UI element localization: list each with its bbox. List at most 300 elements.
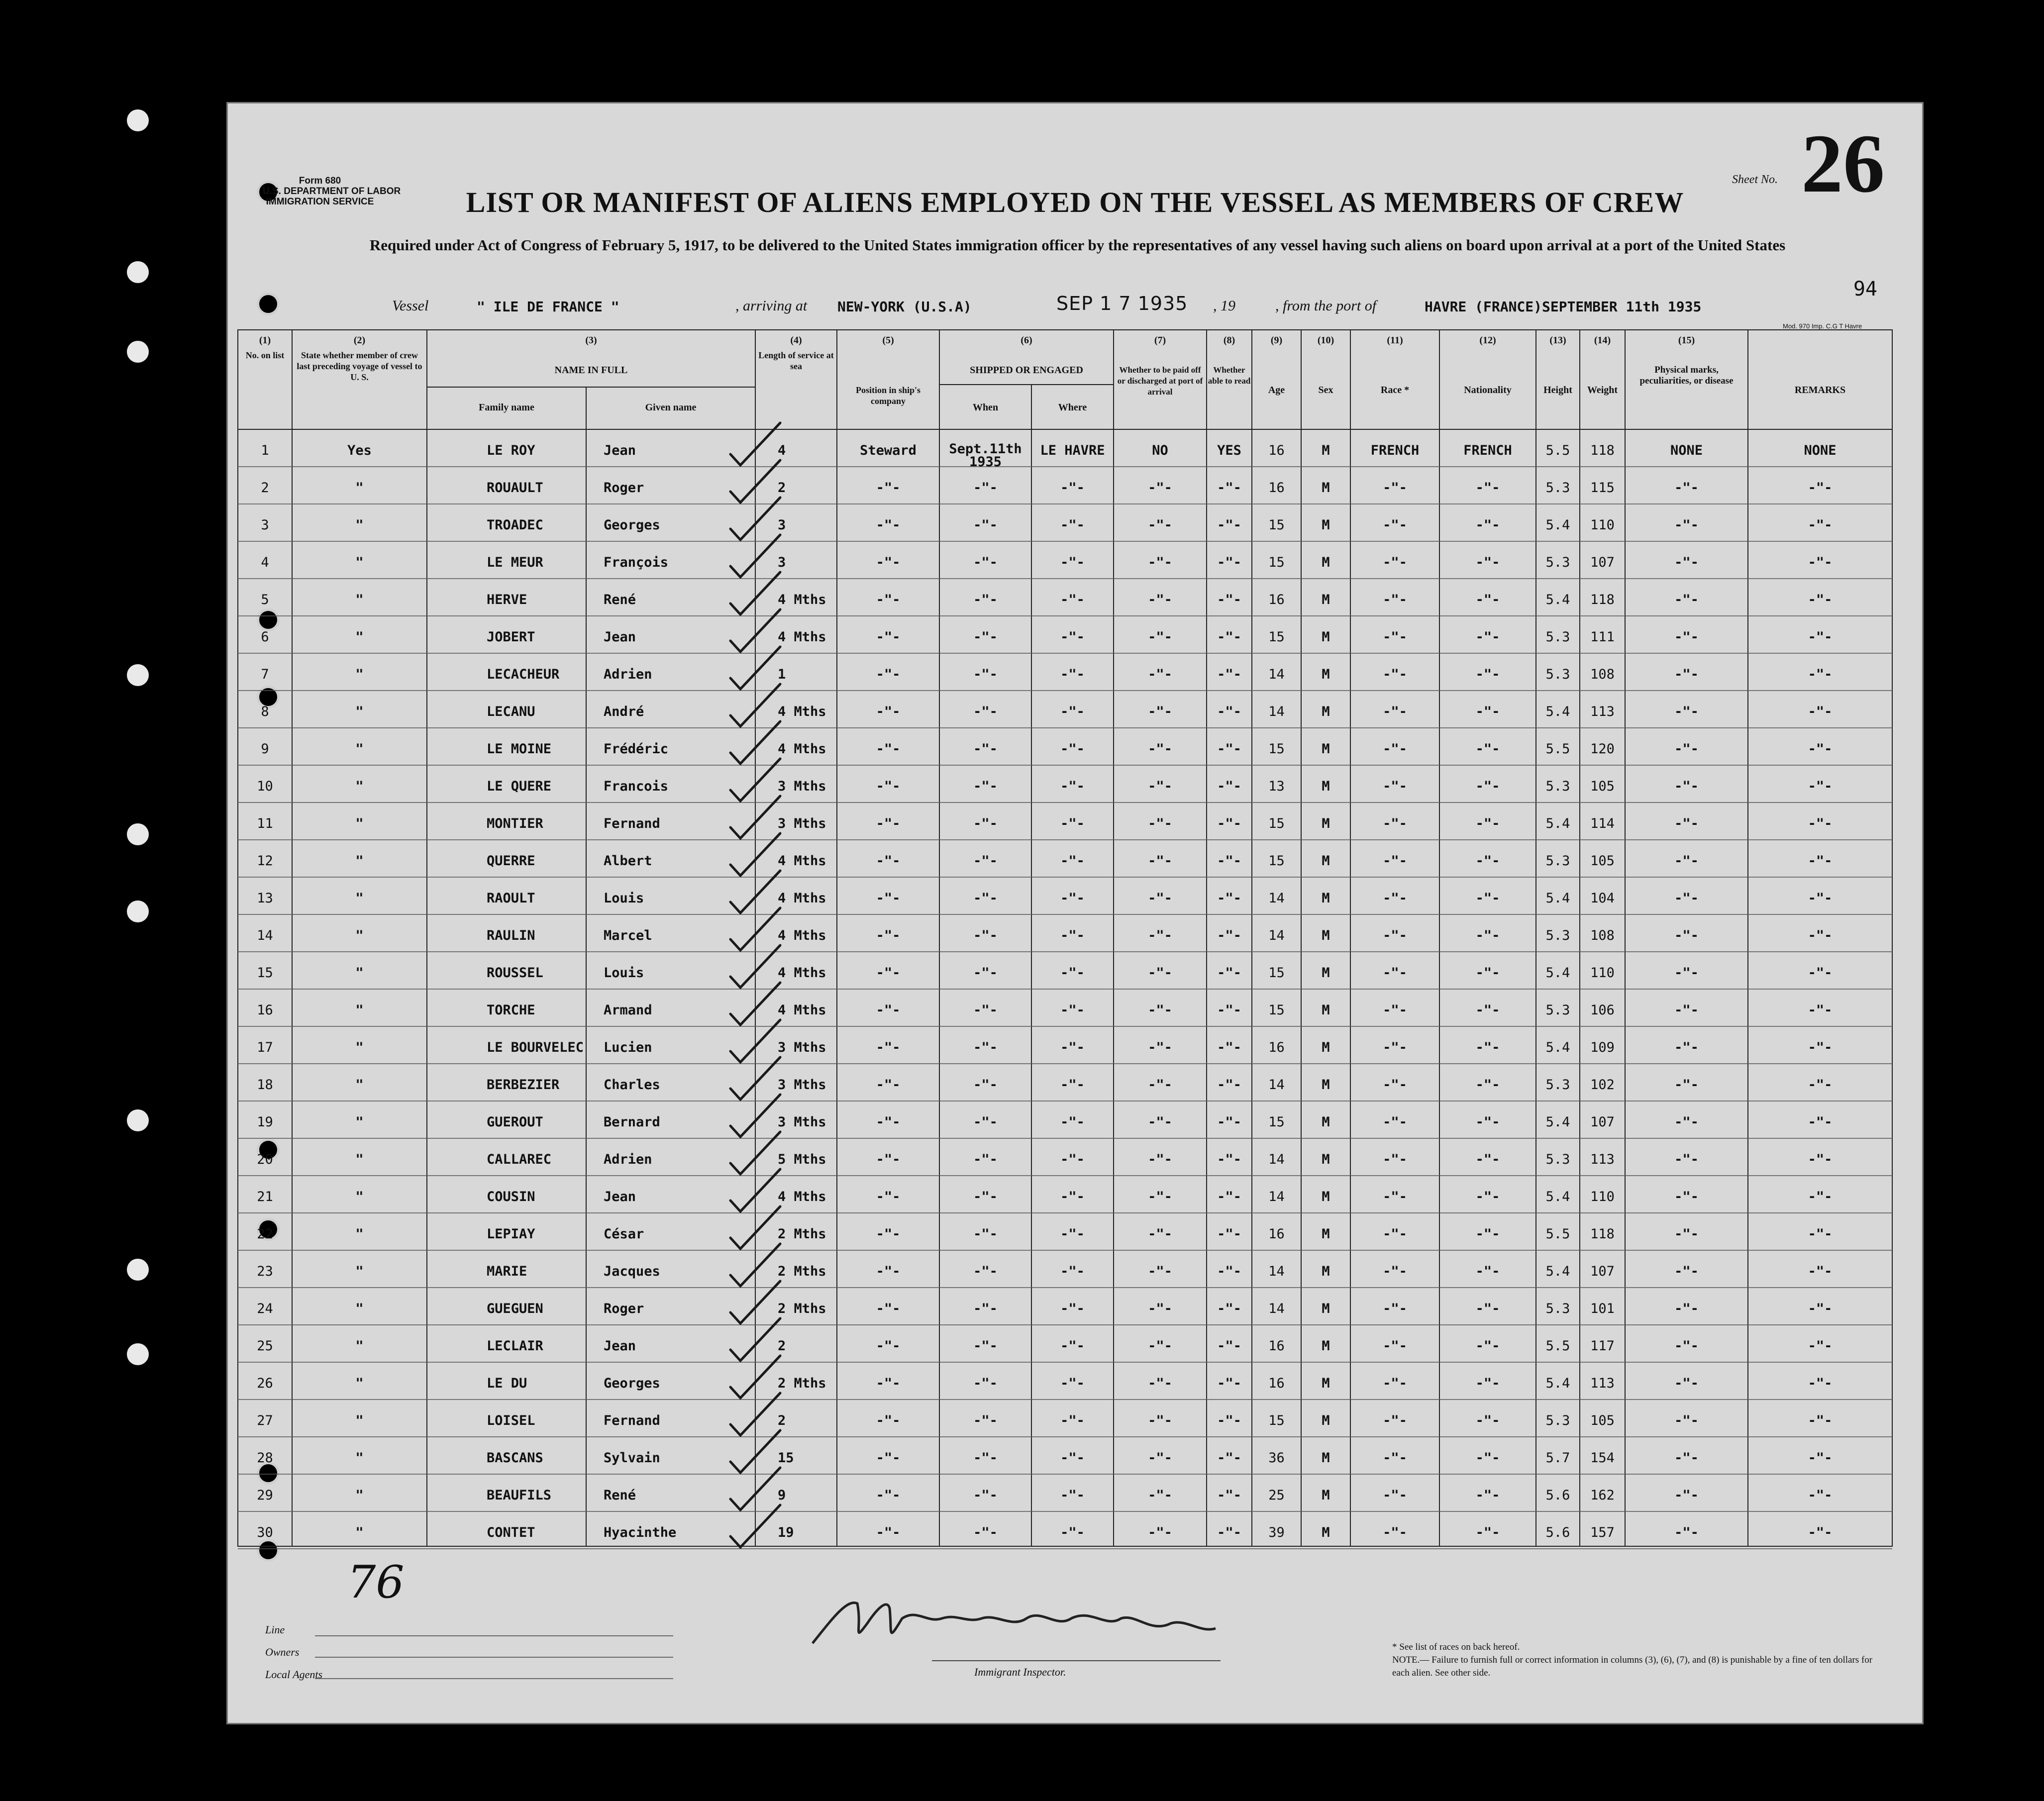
cell-weight: 113 <box>1590 1152 1615 1167</box>
cell-paid-off: -"- <box>1148 741 1172 757</box>
cell-given-name: Albert <box>604 853 652 869</box>
cell-physical-marks: NONE <box>1670 443 1703 458</box>
cell-able-to-read: -"- <box>1217 1114 1241 1130</box>
cell-age: 39 <box>1268 1525 1285 1540</box>
cell-weight: 102 <box>1590 1077 1615 1093</box>
col-num-7: (7) <box>1154 335 1166 346</box>
cell-shipped-where: -"- <box>1060 592 1085 607</box>
vessel-label: Vessel <box>392 298 429 314</box>
cell-age: 13 <box>1268 779 1285 794</box>
cell-age: 14 <box>1268 891 1285 906</box>
cell-race: -"- <box>1383 1376 1407 1391</box>
cell-position: -"- <box>876 517 901 533</box>
cell-shipped-when: -"- <box>973 1114 998 1130</box>
cell-race: -"- <box>1383 480 1407 496</box>
cell-physical-marks: -"- <box>1674 779 1699 794</box>
cell-nationality: -"- <box>1475 1189 1500 1204</box>
cell-remarks: -"- <box>1808 1189 1833 1204</box>
page-title: LIST OR MANIFEST OF ALIENS EMPLOYED ON THE VESSEL AS MEMBERS OF CREW <box>466 186 1684 218</box>
cell-service-length: 1 <box>778 667 786 682</box>
cell-prev-voyage: " <box>355 1226 364 1242</box>
cell-sex: M <box>1322 1189 1330 1204</box>
cell-height: 5.3 <box>1545 667 1570 682</box>
binder-hole <box>127 1109 149 1131</box>
cell-weight: 107 <box>1590 1264 1615 1279</box>
cell-race: -"- <box>1383 517 1407 533</box>
cell-family-name: LE BOURVELEC <box>487 1040 584 1055</box>
cell-race: -"- <box>1383 1488 1407 1503</box>
cell-given-name: Sylvain <box>604 1450 660 1466</box>
binder-hole <box>127 1343 149 1365</box>
punch-hole <box>257 608 280 631</box>
cell-physical-marks: -"- <box>1674 1450 1699 1466</box>
cell-sex: M <box>1322 741 1330 757</box>
cell-able-to-read: -"- <box>1217 965 1241 981</box>
cell-given-name: Francois <box>604 779 669 794</box>
col-header-nationality: Nationality <box>1464 385 1512 396</box>
cell-shipped-where: -"- <box>1060 1413 1085 1428</box>
cell-physical-marks: -"- <box>1674 853 1699 869</box>
cell-height: 5.5 <box>1545 443 1570 458</box>
cell-shipped-where: -"- <box>1060 1264 1085 1279</box>
col-header-where: Where <box>1058 402 1087 413</box>
cell-age: 15 <box>1268 629 1285 645</box>
cell-family-name: TROADEC <box>487 517 543 533</box>
inspector-signature <box>803 1589 1226 1663</box>
footer-notes <box>1392 1641 1890 1680</box>
cell-nationality: -"- <box>1475 592 1500 607</box>
cell-prev-voyage: " <box>355 1338 364 1354</box>
from-port: HAVRE (FRANCE)SEPTEMBER 11th 1935 <box>1425 299 1702 315</box>
cell-family-name: CONTET <box>487 1525 535 1540</box>
cell-paid-off: -"- <box>1148 779 1172 794</box>
cell-shipped-where: -"- <box>1060 667 1085 682</box>
cell-shipped-where: -"- <box>1060 1077 1085 1093</box>
cell-row-number: 5 <box>261 592 269 607</box>
cell-physical-marks: -"- <box>1674 629 1699 645</box>
cell-height: 5.3 <box>1545 928 1570 943</box>
cell-able-to-read: -"- <box>1217 1077 1241 1093</box>
cell-remarks: -"- <box>1808 1488 1833 1503</box>
cell-race: -"- <box>1383 1040 1407 1055</box>
cell-age: 15 <box>1268 555 1285 570</box>
cell-nationality: -"- <box>1475 480 1500 496</box>
cell-weight: 114 <box>1590 816 1615 831</box>
cell-age: 16 <box>1268 443 1285 458</box>
cell-row-number: 22 <box>257 1226 273 1242</box>
cell-age: 15 <box>1268 816 1285 831</box>
cell-paid-off: -"- <box>1148 1226 1172 1242</box>
cell-race: -"- <box>1383 592 1407 607</box>
cell-shipped-where: -"- <box>1060 1114 1085 1130</box>
col-num-3: (3) <box>585 335 597 346</box>
cell-service-length: 4 Mths <box>778 741 826 757</box>
date-stamp: SEP 1 7 1935 <box>1056 293 1188 314</box>
cell-position: -"- <box>876 928 901 943</box>
cell-family-name: LECACHEUR <box>487 667 560 682</box>
cell-shipped-where: -"- <box>1060 1002 1085 1018</box>
cell-paid-off: -"- <box>1148 1525 1172 1540</box>
cell-age: 14 <box>1268 1301 1285 1316</box>
cell-family-name: LE DU <box>487 1376 527 1391</box>
cell-age: 14 <box>1268 1189 1285 1204</box>
cell-height: 5.3 <box>1545 555 1570 570</box>
cell-able-to-read: -"- <box>1217 891 1241 906</box>
cell-physical-marks: -"- <box>1674 1152 1699 1167</box>
cell-weight: 108 <box>1590 667 1615 682</box>
cell-paid-off: -"- <box>1148 1450 1172 1466</box>
cell-nationality: -"- <box>1475 853 1500 869</box>
cell-shipped-where: -"- <box>1060 928 1085 943</box>
cell-family-name: HERVE <box>487 592 527 607</box>
cell-row-number: 9 <box>261 741 269 757</box>
cell-sex: M <box>1322 592 1330 607</box>
cell-prev-voyage: " <box>355 1040 364 1055</box>
cell-weight: 108 <box>1590 928 1615 943</box>
cell-nationality: -"- <box>1475 1301 1500 1316</box>
cell-remarks: -"- <box>1808 1226 1833 1242</box>
stamp-number: 94 <box>1853 278 1877 300</box>
cell-age: 14 <box>1268 704 1285 719</box>
cell-given-name: Adrien <box>604 1152 652 1167</box>
cell-position: -"- <box>876 1077 901 1093</box>
cell-paid-off: -"- <box>1148 816 1172 831</box>
cell-shipped-when: -"- <box>973 1077 998 1093</box>
cell-age: 25 <box>1268 1488 1285 1503</box>
cell-remarks: -"- <box>1808 667 1833 682</box>
cell-able-to-read: -"- <box>1217 667 1241 682</box>
col-header-race: Race * <box>1380 385 1410 396</box>
cell-family-name: LE QUERE <box>487 779 552 794</box>
cell-paid-off: -"- <box>1148 517 1172 533</box>
cell-race: -"- <box>1383 1077 1407 1093</box>
cell-shipped-where: -"- <box>1060 853 1085 869</box>
cell-service-length: 4 Mths <box>778 965 826 981</box>
col-num-9: (9) <box>1270 335 1283 346</box>
cell-weight: 120 <box>1590 741 1615 757</box>
cell-position: -"- <box>876 1338 901 1354</box>
cell-given-name: André <box>604 704 644 719</box>
local-agents-label: Local Agents <box>265 1668 323 1681</box>
cell-shipped-when: -"- <box>973 480 998 496</box>
cell-family-name: RAULIN <box>487 928 535 943</box>
cell-service-length: 2 <box>778 1413 786 1428</box>
cell-given-name: Roger <box>604 480 644 496</box>
cell-weight: 113 <box>1590 704 1615 719</box>
cell-remarks: -"- <box>1808 1114 1833 1130</box>
cell-paid-off: -"- <box>1148 1152 1172 1167</box>
cell-position: -"- <box>876 592 901 607</box>
cell-nationality: -"- <box>1475 1525 1500 1540</box>
cell-remarks: -"- <box>1808 1413 1833 1428</box>
owners-label: Owners <box>265 1646 300 1658</box>
cell-height: 5.4 <box>1545 517 1570 533</box>
cell-able-to-read: -"- <box>1217 1525 1241 1540</box>
cell-position: -"- <box>876 555 901 570</box>
cell-given-name: Louis <box>604 965 644 981</box>
cell-shipped-when: -"- <box>973 1264 998 1279</box>
cell-nationality: -"- <box>1475 1488 1500 1503</box>
cell-service-length: 3 Mths <box>778 816 826 831</box>
cell-remarks: -"- <box>1808 1338 1833 1354</box>
cell-sex: M <box>1322 1114 1330 1130</box>
cell-able-to-read: -"- <box>1217 555 1241 570</box>
cell-sex: M <box>1322 1077 1330 1093</box>
cell-given-name: Fernand <box>604 1413 660 1428</box>
cell-row-number: 10 <box>257 779 273 794</box>
cell-service-length: 9 <box>778 1488 786 1503</box>
cell-race: -"- <box>1383 741 1407 757</box>
cell-age: 36 <box>1268 1450 1285 1466</box>
cell-family-name: CALLAREC <box>487 1152 552 1167</box>
cell-able-to-read: -"- <box>1217 928 1241 943</box>
cell-able-to-read: -"- <box>1217 816 1241 831</box>
cell-race: -"- <box>1383 1226 1407 1242</box>
col-header-weight: Weight <box>1587 385 1618 396</box>
cell-family-name: MONTIER <box>487 816 543 831</box>
cell-able-to-read: -"- <box>1217 1002 1241 1018</box>
cell-age: 15 <box>1268 853 1285 869</box>
cell-position: -"- <box>876 1413 901 1428</box>
cell-remarks: -"- <box>1808 853 1833 869</box>
cell-sex: M <box>1322 779 1330 794</box>
cell-age: 16 <box>1268 1338 1285 1354</box>
cell-shipped-when: -"- <box>973 517 998 533</box>
cell-nationality: -"- <box>1475 1450 1500 1466</box>
sheet-number: 26 <box>1801 117 1885 210</box>
cell-position: -"- <box>876 779 901 794</box>
cell-given-name: Georges <box>604 517 660 533</box>
cell-physical-marks: -"- <box>1674 667 1699 682</box>
col-header-prev-voyage: State whether member of crew last preceding voyage of vessel to U. S. <box>297 350 422 382</box>
cell-service-length: 15 <box>778 1450 794 1466</box>
cell-sex: M <box>1322 704 1330 719</box>
arriving-port: NEW-YORK (U.S.A) <box>837 299 972 315</box>
cell-given-name: César <box>604 1226 644 1242</box>
cell-age: 16 <box>1268 1376 1285 1391</box>
cell-paid-off: -"- <box>1148 704 1172 719</box>
col-header-paid-off: Whether to be paid off or discharged at port of arrival <box>1117 365 1203 397</box>
cell-race: -"- <box>1383 1338 1407 1354</box>
cell-race: -"- <box>1383 1114 1407 1130</box>
cell-family-name: ROUSSEL <box>487 965 543 981</box>
cell-row-number: 19 <box>257 1114 273 1130</box>
cell-remarks: -"- <box>1808 816 1833 831</box>
cell-given-name: Jean <box>604 1338 636 1354</box>
cell-height: 5.4 <box>1545 1114 1570 1130</box>
cell-paid-off: -"- <box>1148 1264 1172 1279</box>
cell-able-to-read: -"- <box>1217 741 1241 757</box>
cell-sex: M <box>1322 1002 1330 1018</box>
cell-given-name: François <box>604 555 669 570</box>
cell-shipped-when: -"- <box>973 555 998 570</box>
cell-physical-marks: -"- <box>1674 1264 1699 1279</box>
cell-shipped-where: -"- <box>1060 965 1085 981</box>
cell-age: 16 <box>1268 592 1285 607</box>
cell-shipped-when: -"- <box>973 741 998 757</box>
cell-prev-voyage: " <box>355 517 364 533</box>
cell-position: -"- <box>876 1114 901 1130</box>
col-num-13: (13) <box>1549 335 1566 346</box>
col-num-14: (14) <box>1594 335 1611 346</box>
cell-nationality: -"- <box>1475 629 1500 645</box>
cell-shipped-where: -"- <box>1060 555 1085 570</box>
cell-height: 5.3 <box>1545 629 1570 645</box>
cell-remarks: -"- <box>1808 965 1833 981</box>
cell-shipped-where: -"- <box>1060 1226 1085 1242</box>
cell-weight: 162 <box>1590 1488 1615 1503</box>
cell-family-name: LECLAIR <box>487 1338 543 1354</box>
cell-sex: M <box>1322 1264 1330 1279</box>
cell-able-to-read: -"- <box>1217 1226 1241 1242</box>
cell-prev-voyage: " <box>355 779 364 794</box>
cell-nationality: -"- <box>1475 779 1500 794</box>
cell-remarks: -"- <box>1808 1525 1833 1540</box>
cell-weight: 110 <box>1590 1189 1615 1204</box>
cell-family-name: LOISEL <box>487 1413 535 1428</box>
cell-service-length: 4 Mths <box>778 853 826 869</box>
cell-physical-marks: -"- <box>1674 1338 1699 1354</box>
cell-shipped-where: -"- <box>1060 517 1085 533</box>
col-header-family: Family name <box>479 402 534 413</box>
cell-race: -"- <box>1383 779 1407 794</box>
cell-family-name: BERBEZIER <box>487 1077 560 1093</box>
cell-nationality: -"- <box>1475 1114 1500 1130</box>
cell-race: -"- <box>1383 965 1407 981</box>
cell-paid-off: -"- <box>1148 1077 1172 1093</box>
cell-family-name: QUERRE <box>487 853 535 869</box>
cell-shipped-when: -"- <box>973 667 998 682</box>
cell-position: -"- <box>876 1002 901 1018</box>
cell-position: -"- <box>876 853 901 869</box>
cell-height: 5.3 <box>1545 1002 1570 1018</box>
cell-position: -"- <box>876 816 901 831</box>
cell-remarks: -"- <box>1808 928 1833 943</box>
cell-weight: 109 <box>1590 1040 1615 1055</box>
cell-given-name: René <box>604 592 636 607</box>
cell-nationality: FRENCH <box>1463 443 1512 458</box>
cell-position: -"- <box>876 1189 901 1204</box>
cell-sex: M <box>1322 1040 1330 1055</box>
cell-position: -"- <box>876 741 901 757</box>
cell-able-to-read: -"- <box>1217 1264 1241 1279</box>
cell-service-length: 4 Mths <box>778 592 826 607</box>
cell-age: 14 <box>1268 667 1285 682</box>
cell-weight: 115 <box>1590 480 1615 496</box>
cell-physical-marks: -"- <box>1674 1226 1699 1242</box>
col-header-given: Given name <box>645 402 697 413</box>
cell-shipped-where: -"- <box>1060 1450 1085 1466</box>
cell-remarks: -"- <box>1808 629 1833 645</box>
cell-paid-off: -"- <box>1148 667 1172 682</box>
cell-physical-marks: -"- <box>1674 1413 1699 1428</box>
cell-race: -"- <box>1383 1450 1407 1466</box>
cell-sex: M <box>1322 928 1330 943</box>
cell-prev-voyage: " <box>355 1413 364 1428</box>
cell-height: 5.4 <box>1545 1376 1570 1391</box>
cell-family-name: BEAUFILS <box>487 1488 552 1503</box>
cell-row-number: 7 <box>261 667 269 682</box>
binder-hole <box>127 664 149 686</box>
cell-height: 5.4 <box>1545 891 1570 906</box>
cell-nationality: -"- <box>1475 1376 1500 1391</box>
col-header-height: Height <box>1543 385 1572 396</box>
cell-position: Steward <box>860 443 917 458</box>
cell-age: 14 <box>1268 1152 1285 1167</box>
cell-height: 5.6 <box>1545 1525 1570 1540</box>
cell-prev-voyage: " <box>355 480 364 496</box>
cell-given-name: Adrien <box>604 667 652 682</box>
cell-shipped-when: -"- <box>973 704 998 719</box>
cell-weight: 117 <box>1590 1338 1615 1354</box>
cell-shipped-when: -"- <box>973 1152 998 1167</box>
col-header-age: Age <box>1268 385 1285 396</box>
cell-row-number: 25 <box>257 1338 273 1354</box>
cell-shipped-when: -"- <box>973 965 998 981</box>
cell-physical-marks: -"- <box>1674 1189 1699 1204</box>
cell-family-name: GUEROUT <box>487 1114 543 1130</box>
cell-prev-voyage: " <box>355 704 364 719</box>
cell-age: 14 <box>1268 1077 1285 1093</box>
cell-service-length: 4 Mths <box>778 704 826 719</box>
cell-paid-off: -"- <box>1148 1338 1172 1354</box>
cell-nationality: -"- <box>1475 1040 1500 1055</box>
cell-height: 5.3 <box>1545 1077 1570 1093</box>
cell-physical-marks: -"- <box>1674 928 1699 943</box>
cell-prev-voyage: " <box>355 629 364 645</box>
cell-weight: 105 <box>1590 779 1615 794</box>
cell-service-length: 2 Mths <box>778 1226 826 1242</box>
cell-row-number: 1 <box>261 443 269 458</box>
cell-able-to-read: -"- <box>1217 1189 1241 1204</box>
cell-service-length: 5 Mths <box>778 1152 826 1167</box>
cell-sex: M <box>1322 1525 1330 1540</box>
cell-physical-marks: -"- <box>1674 1525 1699 1540</box>
cell-service-length: 19 <box>778 1525 794 1540</box>
cell-paid-off: -"- <box>1148 1114 1172 1130</box>
cell-shipped-when: -"- <box>973 1413 998 1428</box>
cell-paid-off: -"- <box>1148 1376 1172 1391</box>
page-subtitle: Required under Act of Congress of February 5, 1917, to be delivered to the United States immigration officer by the representatives of any vessel having such aliens on board upon arrival at a port of the United States <box>369 236 1786 254</box>
cell-shipped-where: -"- <box>1060 480 1085 496</box>
cell-height: 5.5 <box>1545 1338 1570 1354</box>
cell-row-number: 13 <box>257 891 273 906</box>
col-num-11: (11) <box>1387 335 1403 346</box>
cell-given-name: Jean <box>604 443 636 458</box>
cell-able-to-read: -"- <box>1217 1450 1241 1466</box>
col-header-position: Position in ship's company <box>855 385 921 406</box>
cell-prev-voyage: " <box>355 667 364 682</box>
cell-height: 5.4 <box>1545 1189 1570 1204</box>
cell-nationality: -"- <box>1475 891 1500 906</box>
cell-family-name: LE MEUR <box>487 555 543 570</box>
cell-sex: M <box>1322 480 1330 496</box>
cell-nationality: -"- <box>1475 928 1500 943</box>
cell-row-number: 15 <box>257 965 273 981</box>
cell-age: 15 <box>1268 741 1285 757</box>
cell-remarks: -"- <box>1808 779 1833 794</box>
cell-race: -"- <box>1383 704 1407 719</box>
cell-service-length: 2 Mths <box>778 1301 826 1316</box>
cell-height: 5.3 <box>1545 1301 1570 1316</box>
cell-shipped-when: -"- <box>973 1226 998 1242</box>
cell-race: -"- <box>1383 555 1407 570</box>
cell-family-name: LE MOINE <box>487 741 552 757</box>
cell-physical-marks: -"- <box>1674 1301 1699 1316</box>
cell-service-length: 4 <box>778 443 786 458</box>
cell-service-length: 4 Mths <box>778 1189 826 1204</box>
cell-shipped-where: -"- <box>1060 1040 1085 1055</box>
